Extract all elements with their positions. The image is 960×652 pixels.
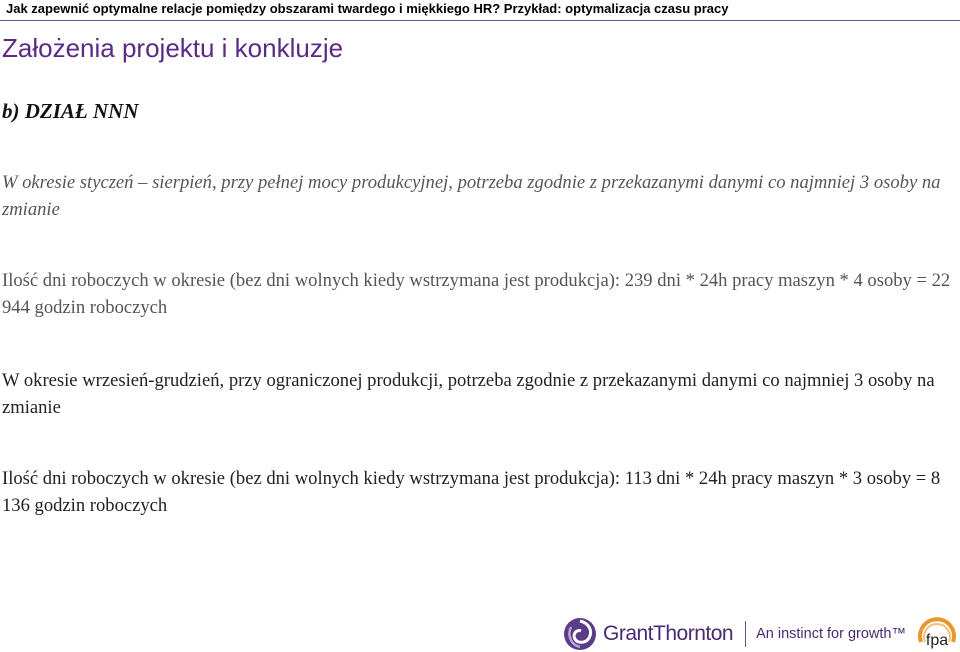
slide-title: Założenia projektu i konkluzje: [2, 33, 344, 63]
grant-thornton-name: GrantThornton: [603, 622, 734, 645]
paragraph-period-2-requirement: W okresie wrzesień-grudzień, przy ograniczonej produkcji, potrzeba zgodnie z przekazanymi danymi co najmniej 3 osoby na zmianie: [2, 370, 935, 418]
header-title: Jak zapewnić optymalne relacje pomiędzy obszarami twardego i miękkiego HR? Przykład: optymalizacja czasu pracy: [6, 1, 729, 16]
logo-divider: [745, 621, 746, 647]
paragraph-period-2-calculation: Ilość dni roboczych w okresie (bez dni wolnych kiedy wstrzymana jest produkcja): 113 dni * 24h pracy maszyn * 3 osoby = 8 136 godzin roboczych: [2, 468, 941, 516]
paragraph-period-1-requirement: W okresie styczeń – sierpień, przy pełnej mocy produkcyjnej, potrzeba zgodnie z przekazanymi danymi co najmniej 3 osoby na zmianie: [2, 172, 941, 220]
paragraph-period-1-calculation: Ilość dni roboczych w okresie (bez dni wolnych kiedy wstrzymana jest produkcja): 239 dni * 24h pracy maszyn * 4 osoby = 22 944 godzin roboczych: [2, 270, 951, 318]
fpa-logo-icon: [915, 612, 959, 652]
grant-thornton-tagline: An instinct for growth™: [756, 626, 906, 642]
header-divider: [0, 20, 960, 21]
grant-thornton-logo: [563, 614, 906, 652]
svg-text:fpa: fpa: [925, 632, 949, 649]
section-heading: b) DZIAŁ NNN: [2, 99, 139, 123]
grant-thornton-swirl-icon: [563, 617, 597, 651]
